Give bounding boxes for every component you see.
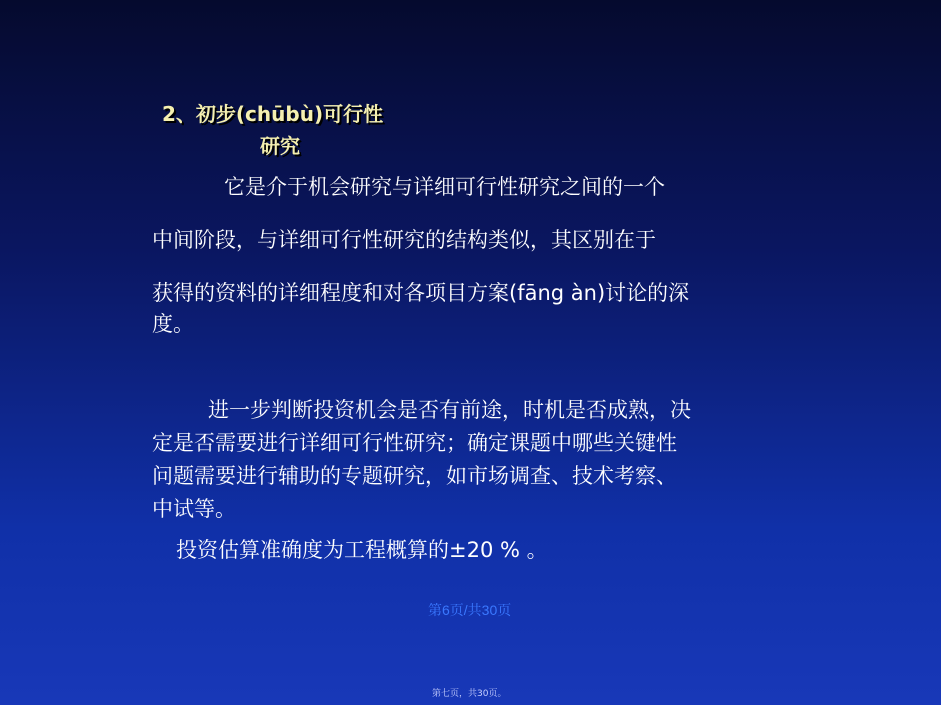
paragraph-line: 它是介于机会研究与详细可行性研究之间的一个 bbox=[224, 175, 665, 199]
paragraph-line: 中试等。 bbox=[152, 497, 236, 521]
heading-line-2: 研究 bbox=[260, 134, 300, 158]
paragraph-line: 问题需要进行辅助的专题研究，如市场调查、技术考察、 bbox=[152, 464, 677, 488]
paragraph-line: 获得的资料的详细程度和对各项目方案(fāng àn)讨论的深 bbox=[152, 281, 690, 305]
page-indicator: 第6页/共30页 bbox=[428, 602, 512, 618]
paragraph-line: 定是否需要进行详细可行性研究；确定课题中哪些关键性 bbox=[152, 431, 677, 455]
paragraph-accuracy: 投资估算准确度为工程概算的±20 % 。 bbox=[176, 538, 548, 562]
paragraph-purpose bbox=[152, 394, 832, 526]
paragraph-line: 进一步判断投资机会是否有前途，时机是否成熟，决 bbox=[208, 398, 691, 422]
paragraph-line: 度。 bbox=[152, 312, 194, 336]
paragraph-line: 中间阶段，与详细可行性研究的结构类似，其区别在于 bbox=[152, 228, 656, 252]
section-heading bbox=[162, 98, 383, 162]
paragraph-intro bbox=[152, 172, 832, 340]
heading-line-1: 2、初步(chūbù)可行性 bbox=[162, 102, 384, 126]
footer-text: 第七页，共30页。 bbox=[432, 689, 507, 699]
